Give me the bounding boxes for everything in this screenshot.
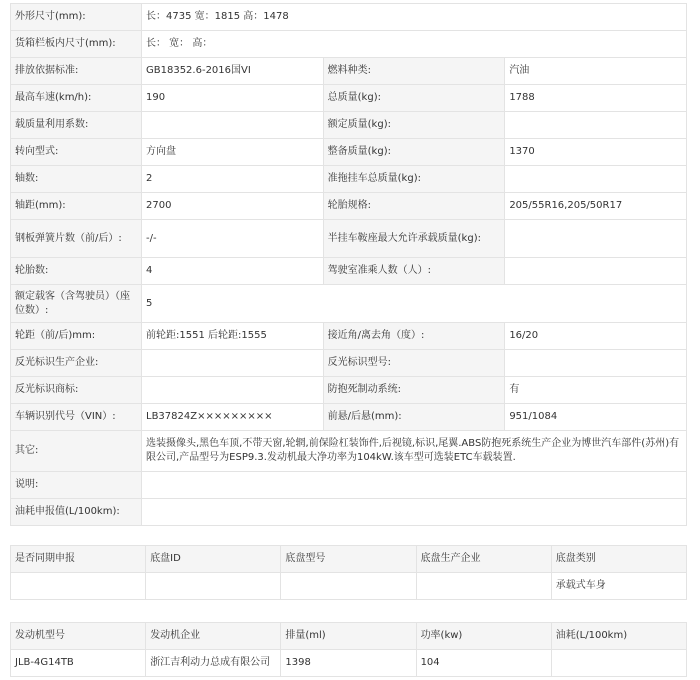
load-util-label: 载质量利用系数: bbox=[11, 112, 142, 139]
other-value: 选装摄像头,黑色车顶,不带天窗,轮辋,前保险杠装饰件,后视镜,标识,尾翼.ABS防抱死系统生产企业为博世汽车部件(苏州)有限公司,产品型号为ESP9.3.发动机最大净功率为104kW.该车型可选装ETC车载装置. bbox=[142, 431, 687, 472]
fuel-label: 燃料种类: bbox=[323, 58, 505, 85]
chassis-header-cell: 底盘ID bbox=[146, 546, 281, 573]
spec-row bbox=[11, 85, 687, 112]
vin-value: LB37824Z××××××××× bbox=[142, 404, 324, 431]
max-speed-label: 最高车速(km/h): bbox=[11, 85, 142, 112]
cargo-size-value: 长： 宽： 高： bbox=[142, 31, 687, 58]
chassis-header-cell: 底盘生产企业 bbox=[416, 546, 551, 573]
chassis-cell bbox=[11, 573, 146, 600]
total-mass-label: 总质量(kg): bbox=[323, 85, 505, 112]
tires-label: 轮胎数: bbox=[11, 258, 142, 285]
chassis-cell bbox=[281, 573, 416, 600]
reflector-maker-label: 反光标识生产企业: bbox=[11, 350, 142, 377]
reflector-brand-label: 反光标识商标: bbox=[11, 377, 142, 404]
rated-load-label: 额定质量(kg): bbox=[323, 112, 505, 139]
engine-header-row bbox=[11, 623, 687, 650]
abs-value: 有 bbox=[505, 377, 687, 404]
vehicle-spec-table bbox=[10, 3, 687, 526]
fuel-value: 汽油 bbox=[505, 58, 687, 85]
trailer-mass-label: 准拖挂车总质量(kg): bbox=[323, 166, 505, 193]
abs-label: 防抱死制动系统: bbox=[323, 377, 505, 404]
passengers-label: 额定载客（含驾驶员）（座位数）: bbox=[11, 285, 142, 323]
tire-spec-value: 205/55R16,205/50R17 bbox=[505, 193, 687, 220]
engine-cell: 浙江吉利动力总成有限公司 bbox=[146, 650, 281, 677]
spec-row bbox=[11, 285, 687, 323]
chassis-header-cell: 底盘型号 bbox=[281, 546, 416, 573]
overhang-label: 前悬/后悬(mm): bbox=[323, 404, 505, 431]
engine-header-cell: 功率(kw) bbox=[416, 623, 551, 650]
steering-value: 方向盘 bbox=[142, 139, 324, 166]
spec-row bbox=[11, 323, 687, 350]
trailer-mass-value bbox=[505, 166, 687, 193]
fuel-report-label: 油耗申报值(L/100km): bbox=[11, 499, 142, 526]
engine-cell: JLB-4G14TB bbox=[11, 650, 146, 677]
overhang-value: 951/1084 bbox=[505, 404, 687, 431]
engine-row bbox=[11, 650, 687, 677]
axles-value: 2 bbox=[142, 166, 324, 193]
engine-cell: 1398 bbox=[281, 650, 416, 677]
passengers-value: 5 bbox=[142, 285, 687, 323]
semi-trailer-label: 半挂车鞍座最大允许承载质量(kg): bbox=[323, 220, 505, 258]
rated-load-value bbox=[505, 112, 687, 139]
engine-header-cell: 发动机企业 bbox=[146, 623, 281, 650]
spec-row bbox=[11, 472, 687, 499]
curb-mass-value: 1370 bbox=[505, 139, 687, 166]
load-util-value bbox=[142, 112, 324, 139]
wheelbase-value: 2700 bbox=[142, 193, 324, 220]
note-value bbox=[142, 472, 687, 499]
spec-row bbox=[11, 404, 687, 431]
spec-row bbox=[11, 350, 687, 377]
spec-row bbox=[11, 166, 687, 193]
engine-header-cell: 排量(ml) bbox=[281, 623, 416, 650]
curb-mass-label: 整备质量(kg): bbox=[323, 139, 505, 166]
total-mass-value: 1788 bbox=[505, 85, 687, 112]
spec-row bbox=[11, 431, 687, 472]
emission-value: GB18352.6-2016国VI bbox=[142, 58, 324, 85]
note-label: 说明: bbox=[11, 472, 142, 499]
wheelbase-label: 轴距(mm): bbox=[11, 193, 142, 220]
reflector-maker-value bbox=[142, 350, 324, 377]
outer-size-label: 外形尺寸(mm): bbox=[11, 4, 142, 31]
chassis-header-row bbox=[11, 546, 687, 573]
leaf-spring-value: -/- bbox=[142, 220, 324, 258]
steering-label: 转向型式: bbox=[11, 139, 142, 166]
track-label: 轮距（前/后)mm: bbox=[11, 323, 142, 350]
spec-row bbox=[11, 193, 687, 220]
angles-value: 16/20 bbox=[505, 323, 687, 350]
leaf-spring-label: 钢板弹簧片数（前/后）: bbox=[11, 220, 142, 258]
tires-value: 4 bbox=[142, 258, 324, 285]
angles-label: 接近角/离去角（度）: bbox=[323, 323, 505, 350]
outer-size-value: 长：4735 宽：1815 高：1478 bbox=[142, 4, 687, 31]
chassis-header-cell: 是否同期申报 bbox=[11, 546, 146, 573]
engine-cell bbox=[551, 650, 686, 677]
cab-seats-label: 驾驶室准乘人数（人）: bbox=[323, 258, 505, 285]
emission-label: 排放依据标准: bbox=[11, 58, 142, 85]
engine-table bbox=[10, 622, 687, 677]
vin-label: 车辆识别代号（VIN）: bbox=[11, 404, 142, 431]
track-value: 前轮距:1551 后轮距:1555 bbox=[142, 323, 324, 350]
reflector-model-label: 反光标识型号: bbox=[323, 350, 505, 377]
engine-cell: 104 bbox=[416, 650, 551, 677]
spec-row bbox=[11, 220, 687, 258]
chassis-header-cell: 底盘类别 bbox=[551, 546, 686, 573]
max-speed-value: 190 bbox=[142, 85, 324, 112]
chassis-cell: 承载式车身 bbox=[551, 573, 686, 600]
chassis-cell bbox=[416, 573, 551, 600]
spec-row bbox=[11, 58, 687, 85]
chassis-cell bbox=[146, 573, 281, 600]
spec-row bbox=[11, 377, 687, 404]
engine-header-cell: 发动机型号 bbox=[11, 623, 146, 650]
spec-row bbox=[11, 258, 687, 285]
spec-row bbox=[11, 499, 687, 526]
semi-trailer-value bbox=[505, 220, 687, 258]
reflector-brand-value bbox=[142, 377, 324, 404]
axles-label: 轴数: bbox=[11, 166, 142, 193]
other-label: 其它: bbox=[11, 431, 142, 472]
cargo-size-label: 货箱栏板内尺寸(mm): bbox=[11, 31, 142, 58]
chassis-row bbox=[11, 573, 687, 600]
engine-header-cell: 油耗(L/100km) bbox=[551, 623, 686, 650]
fuel-report-value bbox=[142, 499, 687, 526]
spec-row bbox=[11, 112, 687, 139]
spec-row bbox=[11, 31, 687, 58]
tire-spec-label: 轮胎规格: bbox=[323, 193, 505, 220]
cab-seats-value bbox=[505, 258, 687, 285]
spec-row bbox=[11, 4, 687, 31]
reflector-model-value bbox=[505, 350, 687, 377]
chassis-table bbox=[10, 545, 687, 600]
spec-row bbox=[11, 139, 687, 166]
